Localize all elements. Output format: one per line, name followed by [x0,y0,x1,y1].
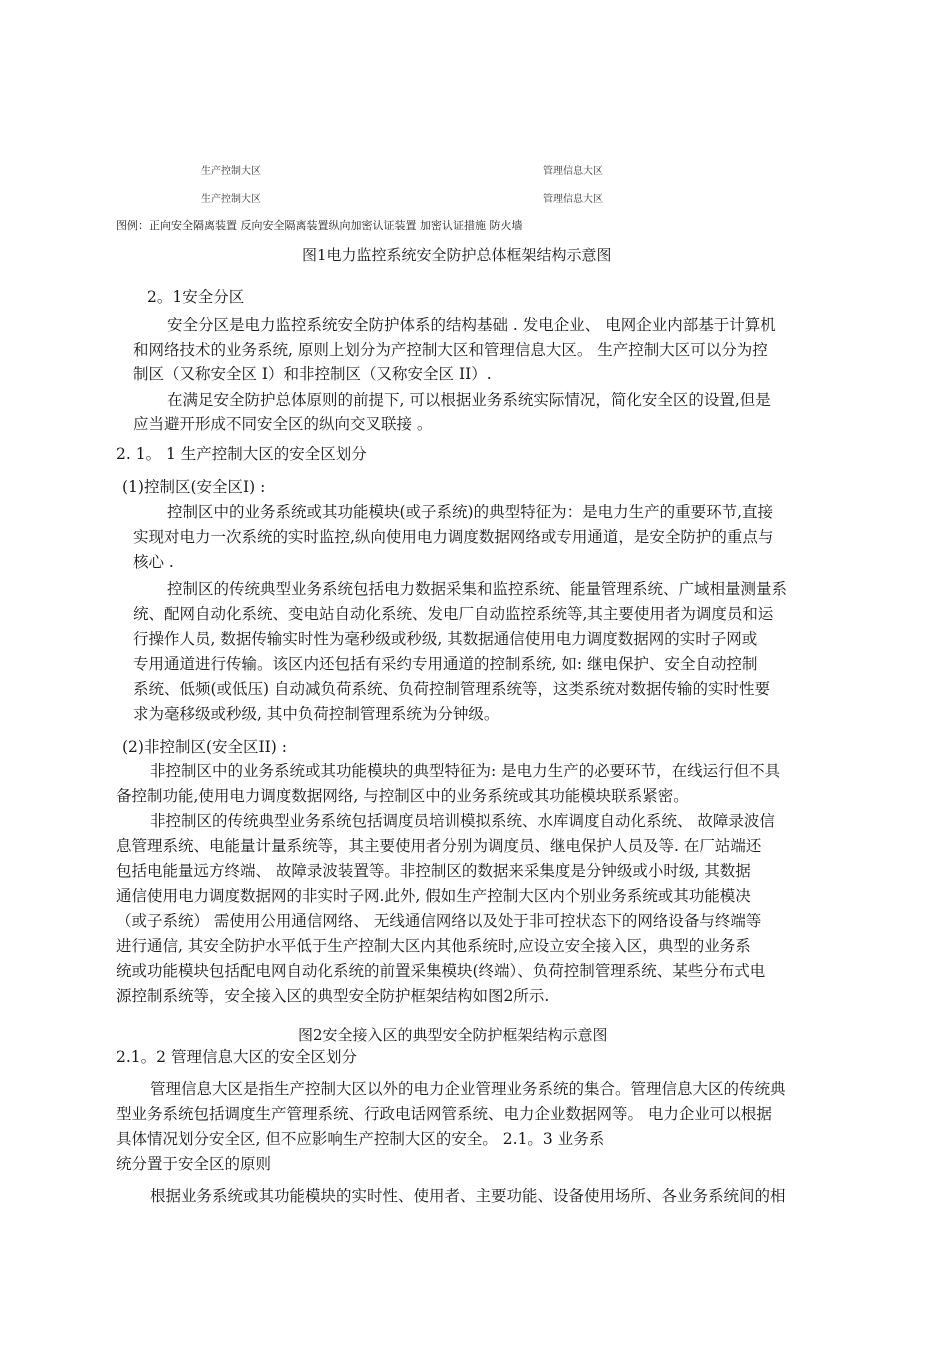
paragraph-line: 管理信息大区是指生产控制大区以外的电力企业管理业务系统的集合。管理信息大区的传统典 [150,1080,786,1098]
paragraph-line: 求为毫移级或秒级, 其中负荷控制管理系统为分钟级。 [133,705,500,723]
paragraph-line: 型业务系统包括调度生产管理系统、行政电话网管系统、电力企业数据网等。 电力企业可以根据 [116,1105,772,1123]
subsection-heading: (2)非控制区(安全区II) : [122,738,287,756]
paragraph-line: 系统、低频(或低压) 自动减负荷系统、负荷控制管理系统等，这类系统对数据传输的实时性要 [133,680,771,698]
paragraph-line: 核心 . [133,553,174,571]
paragraph-line: 进行通信, 其安全防护水平低于生产控制大区内其他系统时,应设立安全接入区，典型的业务系 [116,937,751,955]
paragraph-line: （或子系统） 需使用公用通信网络、 无线通信网络以及处于非可控状态下的网络设备与终端等 [116,912,762,930]
paragraph-line: 备控制功能,使用电力调度数据网络, 与控制区中的业务系统或其功能模块联系紧密。 [116,787,689,805]
subsection-heading: (1)控制区(安全区I) : [122,478,266,496]
paragraph-line: 在满足安全防护总体原则的前提下, 可以根据业务系统实际情况，简化安全区的设置,但是 [167,391,771,409]
section-heading: 2.1。2 管理信息大区的安全区划分 [116,1048,357,1066]
fig1-legend: 图例：正向安全隔离装置 反向安全隔离装置纵向加密认证装置 加密认证措施 防火墙 [116,219,523,232]
paragraph-line: 通信使用电力调度数据网的非实时子网.此外, 假如生产控制大区内个别业务系统或其功能模决 [116,887,751,905]
section-heading: 2。1安全分区 [147,288,245,306]
figure2-caption: 图2安全接入区的典型安全防护框架结构示意图 [298,1026,608,1044]
fig1-label-production-bottom: 生产控制大区 [201,194,261,205]
paragraph-line: 统或功能模块包括配电网自动化系统的前置采集模块(终端）、负荷控制管理系统、某些分布式电 [116,962,766,980]
paragraph-line: 和网络技术的业务系统, 原则上划分为产控制大区和管理信息大区。 生产控制大区可以分为控 [133,341,768,359]
paragraph-line: 统、配网自动化系统、变电站自动化系统、发电厂自动监控系统等,其主要使用者为调度员和运 [133,605,774,623]
paragraph-line: 非控制区的传统典型业务系统包括调度员培训模拟系统、水库调度自动化系统、 故障录波信 [150,812,775,830]
paragraph-line: 控制区中的业务系统或其功能模块(或子系统)的典型特征为：是电力生产的重要环节,直接 [167,503,774,521]
figure1-caption: 图1电力监控系统安全防护总体框架结构示意图 [302,246,612,264]
paragraph-line: 安全分区是电力监控系统安全防护体系的结构基础 . 发电企业、 电网企业内部基于计算机 [167,316,776,334]
paragraph-line: 制区（又称安全区 I）和非控制区（又称安全区 II）. [133,365,492,383]
paragraph-line: 具体情况划分安全区, 但不应影响生产控制大区的安全。 2.1。3 业务系 [116,1130,605,1148]
section-heading: 2. 1。 1 生产控制大区的安全区划分 [116,445,367,463]
paragraph-line: 控制区的传统典型业务系统包括电力数据采集和监控系统、能量管理系统、广域相量测量系 [167,580,788,598]
fig1-label-management-top: 管理信息大区 [543,166,603,177]
paragraph-line: 非控制区中的业务系统或其功能模块的典型特征为: 是电力生产的必要环节，在线运行但不具 [150,762,781,780]
paragraph-line: 根据业务系统或其功能模块的实时性、使用者、主要功能、设备使用场所、各业务系统间的相 [150,1187,786,1205]
fig1-label-production-top: 生产控制大区 [201,166,261,177]
paragraph-line: 实现对电力一次系统的实时监控,纵向使用电力调度数据网络或专用通道，是安全防护的重点与 [133,528,774,546]
paragraph-line: 应当避开形成不同安全区的纵向交叉联接 。 [133,415,433,433]
paragraph-line: 包括电能量远方终端、 故障录波装置等。非控制区的数据来采集度是分钟级或小时级, 其数据 [116,862,751,880]
paragraph-line: 源控制系统等，安全接入区的典型安全防护框架结构如图2所示. [116,987,550,1005]
paragraph-line: 统分置于安全区的原则 [116,1155,272,1173]
paragraph-line: 息管理系统、电能量计量系统等，其主要使用者分别为调度员、继电保护人员及等. 在厂站端还 [116,837,762,855]
paragraph-line: 专用通道进行传输。该区内还包括有采约专用通道的控制系统, 如: 继电保护、安全自动控制 [133,655,758,673]
paragraph-line: 行操作人员, 数据传输实时性为毫秒级或秒级, 其数据通信使用电力调度数据网的实时子网或 [133,630,758,648]
fig1-label-management-bottom: 管理信息大区 [543,194,603,205]
